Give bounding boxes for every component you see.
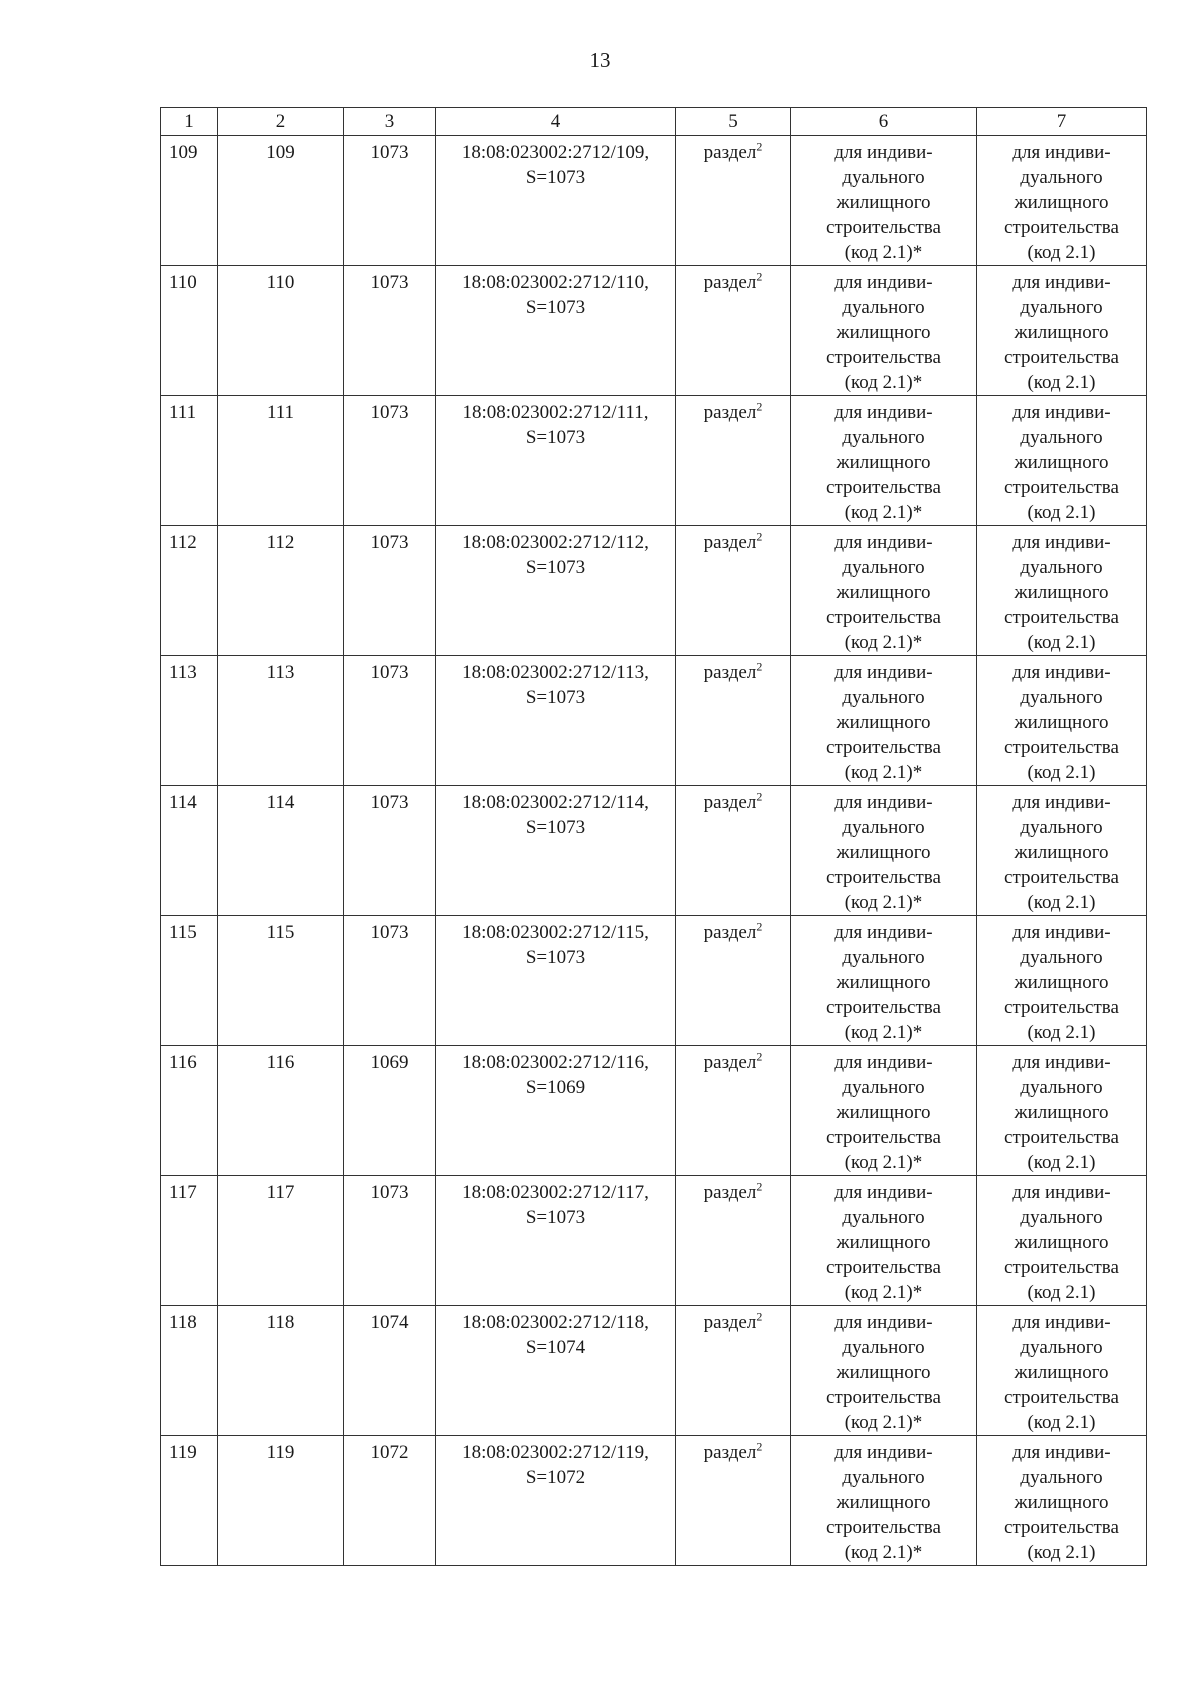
permitted-use-line: (код 2.1)*: [844, 1282, 923, 1303]
formation-method-text: раздел: [703, 792, 757, 813]
cell-plot-number: 113: [218, 656, 344, 786]
cell-formation-method: [676, 526, 791, 656]
cell-row-number: 109: [161, 136, 218, 266]
table-row: [161, 786, 1147, 916]
cadastral-area: S=1073: [525, 167, 586, 188]
permitted-use-result-line: для индиви-: [1012, 532, 1111, 553]
permitted-use-line: строительства: [826, 737, 941, 758]
cell-plot-number: 116: [218, 1046, 344, 1176]
cell-permitted-use-result: [977, 1176, 1147, 1306]
permitted-use-result-line: жилищного: [1014, 1102, 1109, 1123]
cadastral-area: S=1073: [525, 427, 586, 448]
permitted-use-result-line: строительства: [1004, 347, 1119, 368]
permitted-use-line: жилищного: [836, 582, 931, 603]
formation-method-text: раздел: [703, 142, 757, 163]
permitted-use-result-line: строительства: [1004, 217, 1119, 238]
permitted-use-result-line: (код 2.1): [1027, 892, 1096, 913]
column-header-6: 6: [791, 108, 977, 136]
cell-formation-method: [676, 396, 791, 526]
permitted-use-result-line: для индиви-: [1012, 272, 1111, 293]
permitted-use-line: строительства: [826, 1387, 941, 1408]
cell-permitted-use-result: [977, 1436, 1147, 1566]
permitted-use-result-line: для индиви-: [1012, 142, 1111, 163]
permitted-use-line: (код 2.1)*: [844, 1022, 923, 1043]
cadastral-area: S=1073: [525, 297, 586, 318]
permitted-use-result-line: строительства: [1004, 997, 1119, 1018]
cell-permitted-use-result: [977, 526, 1147, 656]
cell-plot-number: 111: [218, 396, 344, 526]
cell-permitted-use: [791, 1046, 977, 1176]
cell-permitted-use-result: [977, 656, 1147, 786]
permitted-use-result-line: строительства: [1004, 477, 1119, 498]
cell-formation-method: [676, 136, 791, 266]
permitted-use-result-line: (код 2.1): [1027, 502, 1096, 523]
permitted-use-result-line: строительства: [1004, 1257, 1119, 1278]
permitted-use-line: (код 2.1)*: [844, 892, 923, 913]
permitted-use-result-line: жилищного: [1014, 452, 1109, 473]
permitted-use-result-line: дуального: [1020, 427, 1103, 448]
table-row: [161, 1176, 1147, 1306]
permitted-use-line: строительства: [826, 1517, 941, 1538]
permitted-use-result-line: дуального: [1020, 557, 1103, 578]
cell-permitted-use: [791, 266, 977, 396]
permitted-use-line: (код 2.1)*: [844, 1152, 923, 1173]
permitted-use-result-line: для индиви-: [1012, 1052, 1111, 1073]
permitted-use-result-line: строительства: [1004, 737, 1119, 758]
cell-permitted-use: [791, 656, 977, 786]
permitted-use-result-line: (код 2.1): [1027, 1022, 1096, 1043]
permitted-use-line: жилищного: [836, 712, 931, 733]
cadastral-area: S=1074: [525, 1337, 586, 1358]
page-number: 13: [589, 48, 611, 72]
permitted-use-line: (код 2.1)*: [844, 762, 923, 783]
cell-formation-method: [676, 1436, 791, 1566]
cell-formation-method: [676, 916, 791, 1046]
permitted-use-result-line: жилищного: [1014, 1492, 1109, 1513]
table-row: [161, 266, 1147, 396]
footnote-marker: 2: [756, 269, 763, 284]
permitted-use-result-line: (код 2.1): [1027, 632, 1096, 653]
permitted-use-result-line: строительства: [1004, 1127, 1119, 1148]
permitted-use-result-line: жилищного: [1014, 322, 1109, 343]
permitted-use-line: для индиви-: [834, 792, 933, 813]
cell-plot-number: 119: [218, 1436, 344, 1566]
table-body: [161, 136, 1147, 1566]
cell-permitted-use: [791, 526, 977, 656]
column-header-2: 2: [218, 108, 344, 136]
permitted-use-line: (код 2.1)*: [844, 242, 923, 263]
permitted-use-result-line: (код 2.1): [1027, 1152, 1096, 1173]
permitted-use-line: (код 2.1)*: [844, 1542, 923, 1563]
footnote-marker: 2: [756, 1049, 763, 1064]
footnote-marker: 2: [756, 919, 763, 934]
permitted-use-result-line: для индиви-: [1012, 1182, 1111, 1203]
table-row: [161, 136, 1147, 266]
cell-plot-number: 110: [218, 266, 344, 396]
cell-plot-number: 112: [218, 526, 344, 656]
cadastral-number: 18:08:023002:2712/115,: [462, 922, 649, 943]
cell-row-number: 117: [161, 1176, 218, 1306]
cadastral-number: 18:08:023002:2712/114,: [462, 792, 649, 813]
cell-permitted-use-result: [977, 916, 1147, 1046]
cadastral-number: 18:08:023002:2712/117,: [462, 1182, 649, 1203]
cell-permitted-use: [791, 1176, 977, 1306]
cadastral-number: 18:08:023002:2712/116,: [462, 1052, 649, 1073]
cadastral-number: 18:08:023002:2712/118,: [462, 1312, 649, 1333]
cadastral-number: 18:08:023002:2712/113,: [462, 662, 649, 683]
cell-area: 1073: [344, 136, 436, 266]
permitted-use-result-line: дуального: [1020, 817, 1103, 838]
permitted-use-line: (код 2.1)*: [844, 502, 923, 523]
cell-row-number: 116: [161, 1046, 218, 1176]
footnote-marker: 2: [756, 139, 763, 154]
table-row: [161, 656, 1147, 786]
permitted-use-line: жилищного: [836, 452, 931, 473]
cell-row-number: 118: [161, 1306, 218, 1436]
permitted-use-result-line: (код 2.1): [1027, 1282, 1096, 1303]
permitted-use-result-line: для индиви-: [1012, 1442, 1111, 1463]
cadastral-area: S=1072: [525, 1467, 586, 1488]
cell-area: 1073: [344, 656, 436, 786]
permitted-use-line: для индиви-: [834, 1442, 933, 1463]
permitted-use-line: жилищного: [836, 1492, 931, 1513]
cadastral-area: S=1073: [525, 817, 586, 838]
permitted-use-result-line: дуального: [1020, 1337, 1103, 1358]
cell-area: 1072: [344, 1436, 436, 1566]
permitted-use-result-line: жилищного: [1014, 582, 1109, 603]
permitted-use-line: жилищного: [836, 842, 931, 863]
cell-permitted-use-result: [977, 1306, 1147, 1436]
permitted-use-line: (код 2.1)*: [844, 1412, 923, 1433]
formation-method-text: раздел: [703, 272, 757, 293]
footnote-marker: 2: [756, 789, 763, 804]
table-row: [161, 396, 1147, 526]
permitted-use-result-line: (код 2.1): [1027, 1542, 1096, 1563]
permitted-use-line: для индиви-: [834, 1182, 933, 1203]
cadastral-area: S=1073: [525, 1207, 586, 1228]
formation-method-text: раздел: [703, 532, 757, 553]
permitted-use-result-line: для индиви-: [1012, 922, 1111, 943]
permitted-use-line: дуального: [842, 947, 925, 968]
cell-permitted-use: [791, 1436, 977, 1566]
permitted-use-line: строительства: [826, 217, 941, 238]
cadastral-number: 18:08:023002:2712/111,: [462, 402, 649, 423]
cell-permitted-use-result: [977, 1046, 1147, 1176]
cell-area: 1073: [344, 266, 436, 396]
permitted-use-result-line: строительства: [1004, 1517, 1119, 1538]
cell-permitted-use-result: [977, 396, 1147, 526]
formation-method-text: раздел: [703, 1052, 757, 1073]
footnote-marker: 2: [756, 529, 763, 544]
cell-formation-method: [676, 656, 791, 786]
permitted-use-result-line: для индиви-: [1012, 402, 1111, 423]
permitted-use-line: (код 2.1)*: [844, 372, 923, 393]
footnote-marker: 2: [756, 1309, 763, 1324]
permitted-use-line: для индиви-: [834, 402, 933, 423]
cell-plot-number: 115: [218, 916, 344, 1046]
cell-permitted-use-result: [977, 786, 1147, 916]
formation-method-text: раздел: [703, 1182, 757, 1203]
permitted-use-line: для индиви-: [834, 922, 933, 943]
cell-area: 1069: [344, 1046, 436, 1176]
cell-plot-number: 109: [218, 136, 344, 266]
permitted-use-line: жилищного: [836, 322, 931, 343]
permitted-use-line: дуального: [842, 687, 925, 708]
cell-area: 1074: [344, 1306, 436, 1436]
cell-permitted-use-result: [977, 136, 1147, 266]
permitted-use-result-line: жилищного: [1014, 972, 1109, 993]
table-row: [161, 526, 1147, 656]
permitted-use-result-line: жилищного: [1014, 1232, 1109, 1253]
permitted-use-result-line: (код 2.1): [1027, 372, 1096, 393]
permitted-use-line: для индиви-: [834, 272, 933, 293]
cell-row-number: 112: [161, 526, 218, 656]
permitted-use-line: дуального: [842, 557, 925, 578]
permitted-use-line: жилищного: [836, 1362, 931, 1383]
cadastral-number: 18:08:023002:2712/119,: [462, 1442, 649, 1463]
cell-cadastral: [436, 1306, 676, 1436]
cell-cadastral: [436, 266, 676, 396]
footnote-marker: 2: [756, 399, 763, 414]
cadastral-area: S=1073: [525, 947, 586, 968]
cell-area: 1073: [344, 1176, 436, 1306]
cell-formation-method: [676, 1176, 791, 1306]
cadastral-area: S=1073: [525, 557, 586, 578]
permitted-use-line: строительства: [826, 347, 941, 368]
permitted-use-line: дуального: [842, 817, 925, 838]
table-header-row: [161, 108, 1147, 136]
footnote-marker: 2: [756, 659, 763, 674]
cell-row-number: 110: [161, 266, 218, 396]
cell-row-number: 111: [161, 396, 218, 526]
cadastral-area: S=1073: [525, 687, 586, 708]
cell-formation-method: [676, 1046, 791, 1176]
cell-cadastral: [436, 396, 676, 526]
cadastral-number: 18:08:023002:2712/109,: [461, 142, 650, 163]
table-row: [161, 916, 1147, 1046]
cadastral-number: 18:08:023002:2712/112,: [462, 532, 649, 553]
cell-area: 1073: [344, 786, 436, 916]
cell-formation-method: [676, 786, 791, 916]
table-row: [161, 1306, 1147, 1436]
permitted-use-result-line: для индиви-: [1012, 1312, 1111, 1333]
formation-method-text: раздел: [703, 1442, 757, 1463]
permitted-use-line: строительства: [826, 477, 941, 498]
permitted-use-result-line: дуального: [1020, 1207, 1103, 1228]
cell-formation-method: [676, 1306, 791, 1436]
cadastral-area: S=1069: [525, 1077, 586, 1098]
cell-permitted-use-result: [977, 266, 1147, 396]
cell-row-number: 113: [161, 656, 218, 786]
column-header-4: 4: [436, 108, 676, 136]
cell-cadastral: [436, 786, 676, 916]
cell-cadastral: [436, 1436, 676, 1566]
permitted-use-result-line: жилищного: [1014, 842, 1109, 863]
permitted-use-result-line: строительства: [1004, 607, 1119, 628]
permitted-use-line: строительства: [826, 1127, 941, 1148]
permitted-use-line: для индиви-: [834, 662, 933, 683]
permitted-use-result-line: для индиви-: [1012, 662, 1111, 683]
permitted-use-line: дуального: [842, 297, 925, 318]
permitted-use-result-line: жилищного: [1014, 1362, 1109, 1383]
permitted-use-line: строительства: [826, 997, 941, 1018]
formation-method-text: раздел: [703, 922, 757, 943]
cell-formation-method: [676, 266, 791, 396]
cell-area: 1073: [344, 916, 436, 1046]
cell-plot-number: 117: [218, 1176, 344, 1306]
permitted-use-line: дуального: [842, 1467, 925, 1488]
permitted-use-result-line: дуального: [1020, 687, 1103, 708]
permitted-use-line: дуального: [842, 1077, 925, 1098]
table-header: [161, 108, 1147, 136]
footnote-marker: 2: [756, 1439, 763, 1454]
cell-plot-number: 114: [218, 786, 344, 916]
permitted-use-result-line: строительства: [1004, 867, 1119, 888]
permitted-use-result-line: (код 2.1): [1027, 1412, 1096, 1433]
permitted-use-result-line: дуального: [1020, 297, 1103, 318]
formation-method-text: раздел: [703, 402, 757, 423]
cell-cadastral: [436, 1176, 676, 1306]
column-header-5: 5: [676, 108, 791, 136]
cell-plot-number: 118: [218, 1306, 344, 1436]
cell-cadastral: [436, 136, 676, 266]
permitted-use-line: дуального: [842, 167, 925, 188]
permitted-use-line: жилищного: [836, 1232, 931, 1253]
cell-permitted-use: [791, 1306, 977, 1436]
column-header-1: 1: [161, 108, 218, 136]
cell-row-number: 114: [161, 786, 218, 916]
table-row: [161, 1046, 1147, 1176]
cadastral-number: 18:08:023002:2712/110,: [462, 272, 649, 293]
permitted-use-line: жилищного: [836, 972, 931, 993]
permitted-use-line: жилищного: [836, 1102, 931, 1123]
permitted-use-line: строительства: [826, 607, 941, 628]
cell-cadastral: [436, 656, 676, 786]
permitted-use-line: (код 2.1)*: [844, 632, 923, 653]
permitted-use-line: дуального: [842, 1337, 925, 1358]
permitted-use-line: строительства: [826, 1257, 941, 1278]
formation-method-text: раздел: [703, 1312, 757, 1333]
permitted-use-result-line: для индиви-: [1012, 792, 1111, 813]
permitted-use-result-line: (код 2.1): [1027, 242, 1096, 263]
permitted-use-line: дуального: [842, 427, 925, 448]
permitted-use-line: для индиви-: [834, 1052, 933, 1073]
permitted-use-line: для индиви-: [834, 1312, 933, 1333]
permitted-use-result-line: жилищного: [1014, 192, 1109, 213]
cell-row-number: 119: [161, 1436, 218, 1566]
cell-area: 1073: [344, 526, 436, 656]
formation-method-text: раздел: [703, 662, 757, 683]
permitted-use-result-line: жилищного: [1014, 712, 1109, 733]
land-plots-table: [160, 107, 1147, 1566]
column-header-3: 3: [344, 108, 436, 136]
cell-cadastral: [436, 1046, 676, 1176]
permitted-use-line: строительства: [826, 867, 941, 888]
permitted-use-line: для индиви-: [834, 532, 933, 553]
permitted-use-line: жилищного: [836, 192, 931, 213]
cell-permitted-use: [791, 136, 977, 266]
cell-permitted-use: [791, 396, 977, 526]
cell-permitted-use: [791, 786, 977, 916]
cell-permitted-use: [791, 916, 977, 1046]
cell-area: 1073: [344, 396, 436, 526]
footnote-marker: 2: [756, 1179, 763, 1194]
permitted-use-result-line: дуального: [1020, 947, 1103, 968]
cell-row-number: 115: [161, 916, 218, 1046]
permitted-use-result-line: строительства: [1004, 1387, 1119, 1408]
permitted-use-result-line: дуального: [1020, 1467, 1103, 1488]
cell-cadastral: [436, 526, 676, 656]
cell-cadastral: [436, 916, 676, 1046]
permitted-use-result-line: (код 2.1): [1027, 762, 1096, 783]
permitted-use-result-line: дуального: [1020, 1077, 1103, 1098]
permitted-use-line: дуального: [842, 1207, 925, 1228]
permitted-use-result-line: дуального: [1020, 167, 1103, 188]
column-header-7: 7: [977, 108, 1147, 136]
table-row: [161, 1436, 1147, 1566]
permitted-use-line: для индиви-: [834, 142, 933, 163]
